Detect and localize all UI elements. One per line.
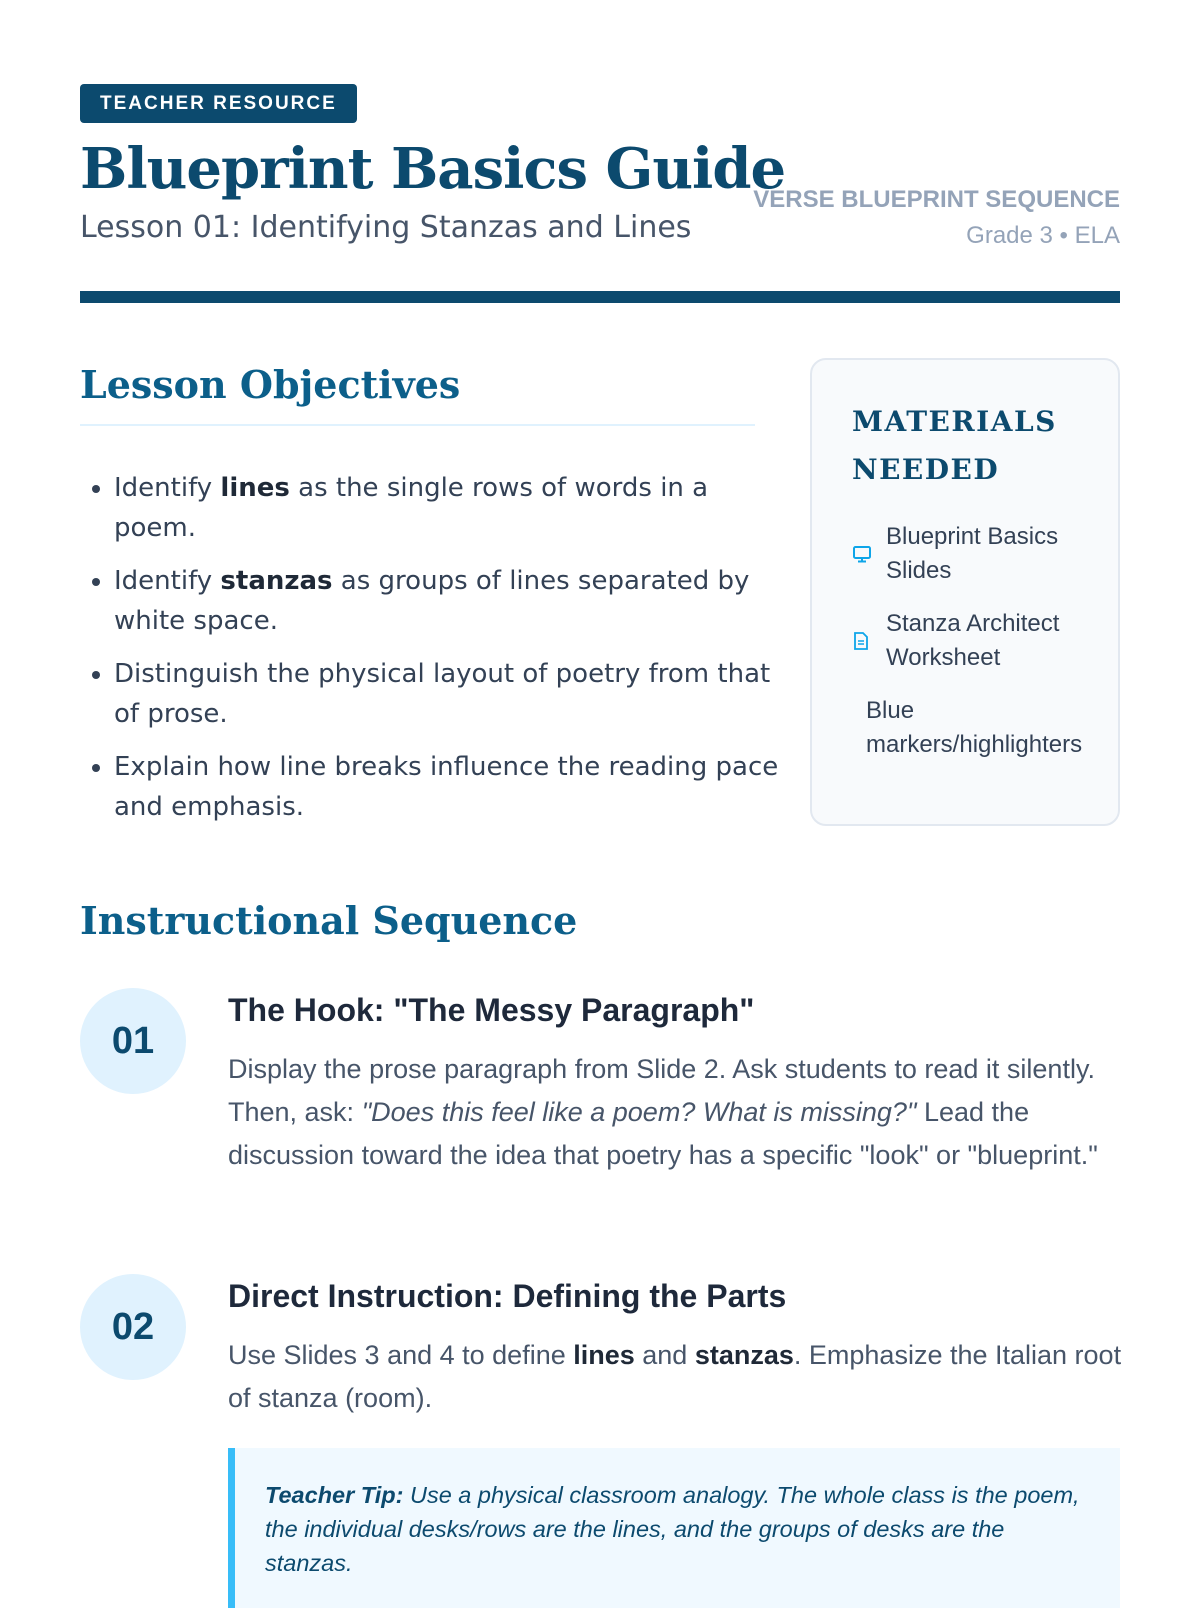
step-description: Display the prose paragraph from Slide 2. Ask students to read it silently. Then, ask: "Does this feel like a poem? What is missing?" Lead the discussion toward the idea that poetry has a specific "look" or "blueprint." bbox=[228, 1054, 1098, 1170]
objective-item: • Explain how line breaks influence the reading pace and emphasis. bbox=[114, 747, 794, 827]
tip-label: Teacher Tip: bbox=[265, 1482, 404, 1508]
objective-item: • Identify lines as the single rows of words in a poem. bbox=[114, 468, 794, 548]
page-title: Blueprint Basics Guide bbox=[80, 136, 786, 202]
monitor-icon bbox=[852, 544, 874, 564]
lesson-subtitle: Lesson 01: Identifying Stanzas and Lines bbox=[80, 210, 692, 245]
material-label: Stanza Architect Worksheet bbox=[886, 610, 1060, 671]
step-number-badge: 01 bbox=[80, 988, 186, 1094]
teacher-tip-callout bbox=[228, 1448, 1120, 1608]
objectives-list bbox=[80, 468, 794, 840]
document-icon bbox=[852, 631, 874, 651]
step-title: The Hook: "The Messy Paragraph" bbox=[228, 992, 755, 1028]
objectives-heading: Lesson Objectives bbox=[80, 362, 461, 407]
materials-card bbox=[810, 358, 1120, 826]
material-item-markers bbox=[852, 694, 1098, 762]
resource-badge: TEACHER RESOURCE bbox=[80, 84, 357, 123]
material-label: Blueprint Basics Slides bbox=[886, 523, 1059, 584]
material-item-worksheet bbox=[852, 607, 1098, 675]
step-description: Use Slides 3 and 4 to define lines and stanzas. Emphasize the Italian root of stanza (room). bbox=[228, 1340, 1122, 1413]
objective-item: • Identify stanzas as groups of lines separated by white space. bbox=[114, 561, 794, 641]
step-number-badge: 02 bbox=[80, 1274, 186, 1380]
materials-heading: MATERIALS NEEDED bbox=[852, 405, 1057, 486]
grade-label: Grade 3 • ELA bbox=[966, 222, 1120, 249]
tip-text: Use a physical classroom analogy. The whole class is the poem, the individual desks/rows are the lines, and the groups of desks are the stanzas. bbox=[265, 1482, 1080, 1576]
material-item-slides bbox=[852, 520, 1098, 588]
sequence-heading: Instructional Sequence bbox=[80, 898, 578, 943]
series-info bbox=[753, 186, 1120, 250]
header-divider bbox=[80, 291, 1120, 303]
objectives-underline bbox=[80, 424, 755, 426]
step-title: Direct Instruction: Defining the Parts bbox=[228, 1278, 787, 1314]
material-label: Blue markers/highlighters bbox=[866, 697, 1083, 758]
series-name: VERSE BLUEPRINT SEQUENCE bbox=[753, 186, 1120, 213]
objective-item: • Distinguish the physical layout of poetry from that of prose. bbox=[114, 654, 794, 734]
